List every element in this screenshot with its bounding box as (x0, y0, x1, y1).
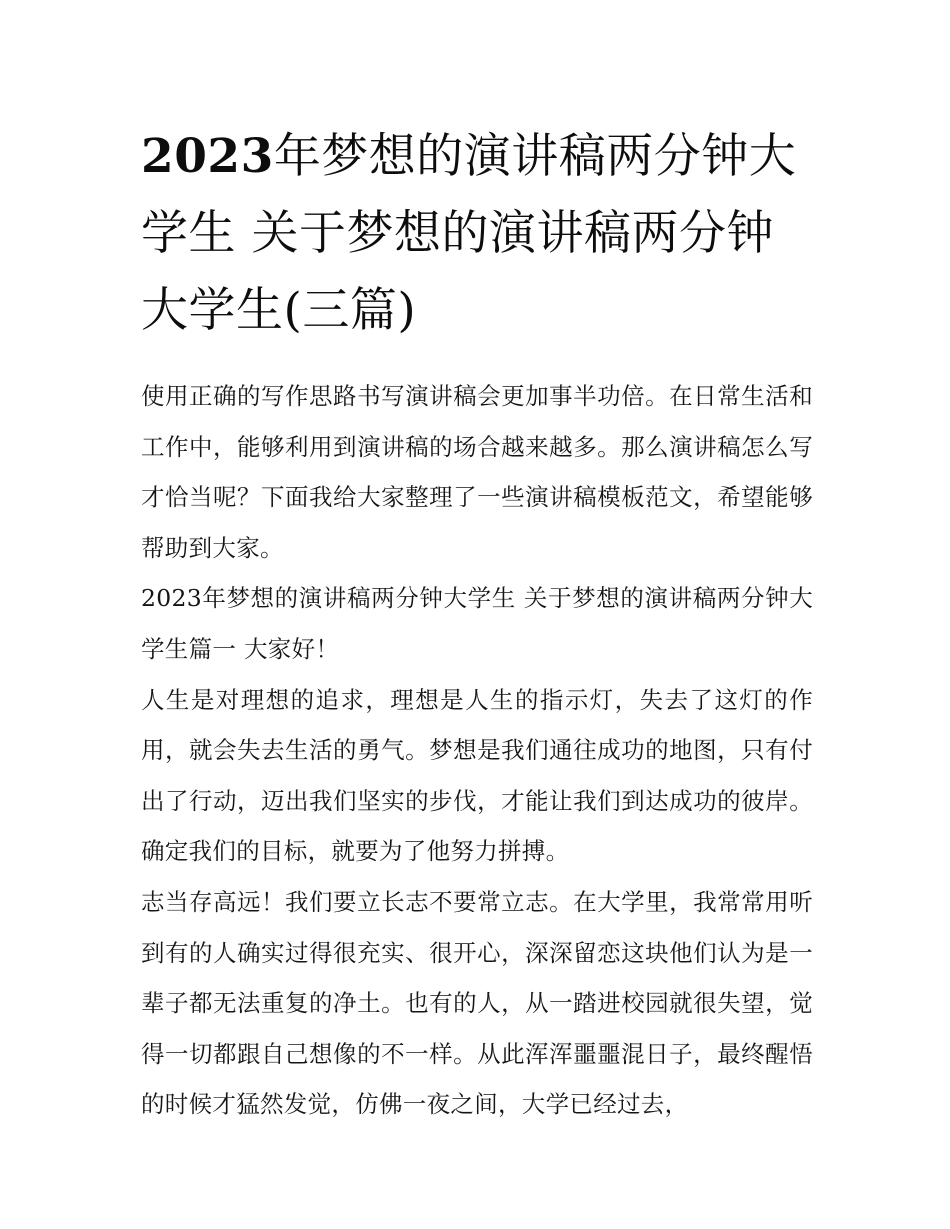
title-text: 年梦想的演讲稿两分钟大学生 关于梦想的演讲稿两分钟大学生(三篇) (141, 129, 797, 338)
document-title (141, 118, 813, 349)
body-paragraph: 志当存高远！我们要立长志不要常立志。在大学里，我常常用听到有的人确实过得很充实、很开心，深深留恋这块他们认为是一辈子都无法重复的净土。也有的人，从一踏进校园就很失望，觉得一切都跟自己想像的不一样。从此浑浑噩噩混日子，最终醒悟的时候才猛然发觉，仿佛一夜之间，大学已经过去， (141, 887, 813, 1119)
body-paragraph: 人生是对理想的追求，理想是人生的指示灯，失去了这灯的作用，就会失去生活的勇气。梦想是我们通往成功的地图，只有付出了行动，迈出我们坚实的步伐，才能让我们到达成功的彼岸。确定我们的目标，就要为了他努力拼搏。 (141, 685, 813, 866)
document-page (141, 118, 813, 1130)
intro-paragraph: 使用正确的写作思路书写演讲稿会更加事半功倍。在日常生活和工作中，能够利用到演讲稿的场合越来越多。那么演讲稿怎么写才恰当呢？下面我给大家整理了一些演讲稿模板范文，希望能够帮助到大家。 (141, 382, 813, 562)
title-year: 2023 (141, 129, 274, 184)
document-body (141, 371, 813, 1130)
section-heading-paragraph: 2023年梦想的演讲稿两分钟大学生 关于梦想的演讲稿两分钟大学生篇一 大家好！ (141, 584, 813, 663)
